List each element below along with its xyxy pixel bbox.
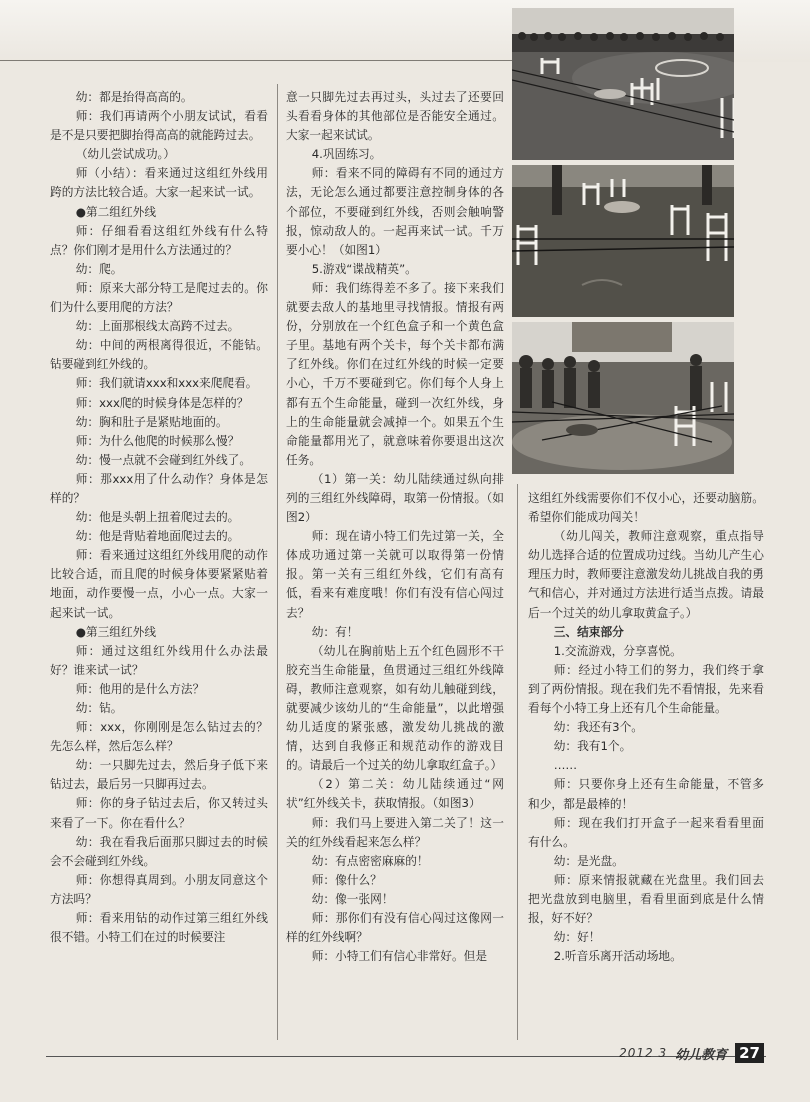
paragraph: 幼：中间的两根离得很近，不能钻。钻要碰到红外线的。 [50,338,268,372]
paragraph: （幼儿在胸前贴上五个红色圆形不干胶充当生命能量，鱼贯通过三组红外线障碍，教师注意观察，如有幼儿触碰到线，就要减少该幼儿的“生命能量”，以此增强幼儿适度的紧张感，激发幼儿挑战的激情，达到自我修正和规范动作的游戏目的。请最后一个过关的幼儿拿取红盒子。） [286,643,504,773]
paragraph: 师：经过小特工们的努力，我们终于拿到了两份情报。现在我们先不看情报，先来看看每个小特工身上还有几个生命能量。 [528,662,764,716]
paragraph: （幼儿闯关，教师注意观察，重点指导幼儿选择合适的位置成功过线。当幼儿产生心理压力时，教师要注意激发幼儿挑战自我的勇气和信心，并对通过方法进行适当点拨。请最后一个过关的幼儿拿取黄盒子。） [528,529,764,620]
column-2 [286,88,504,966]
paragraph: 幼：慢一点就不会碰到红外线了。 [75,452,252,467]
paragraph: …… [553,758,578,773]
paragraph: 师：你的身子钻过去后，你又转过头来看了一下。你在看什么？ [50,796,268,830]
column-divider-1 [277,84,278,1040]
paragraph: 师：看来用钻的动作过第三组红外线很不错。小特工们在过的时候要注 [50,911,268,945]
paragraph: 幼：我在看我后面那只脚过去的时候会不会碰到红外线。 [50,834,268,868]
paragraph: 幼：他是头朝上扭着爬过去的。 [75,510,240,525]
paragraph: 师：看来不同的障碍有不同的通过方法，无论怎么通过都要注意控制身体的各个部位，不要碰到红外线，否则会触响警报，惊动敌人的。一起再来试一试。千万要小心！（如图1） [286,166,504,257]
photo-1 [512,8,734,160]
paragraph: （1）第一关：幼儿陆续通过纵向排列的三组红外线障碍，取第一份情报。（如图2） [286,471,504,525]
paragraph: 幼：是光盘。 [553,853,624,868]
paragraph: 师：xxx，你刚刚是怎么钻过去的？先怎么样，然后怎么样？ [50,720,268,754]
paragraph: 幼：我有1个。 [553,739,632,754]
paragraph: 幼：有点密密麻麻的！ [311,853,429,868]
paragraph: 三、结束部分 [553,624,624,639]
paragraph: （幼儿尝试成功。） [75,147,176,162]
page-number: 27 [735,1043,764,1063]
paragraph: 师：像什么？ [311,872,382,887]
paragraph: 幼：胸和肚子是紧贴地面的。 [75,414,228,429]
paragraph: 师：小特工们有信心非常好。但是 [311,949,488,964]
paragraph: ●第二组红外线 [75,204,157,219]
paragraph: 师：为什么他爬的时候那么慢？ [75,433,240,448]
photo-2 [512,165,734,317]
paragraph: 幼：爬。 [75,261,123,276]
paragraph: 师：那xxx用了什么动作？身体是怎样的？ [50,471,268,505]
paragraph: 5.游戏“谍战精英”。 [311,261,417,276]
paragraph: 2.听音乐离开活动场地。 [553,949,682,964]
paragraph: ●第三组红外线 [75,624,157,639]
paragraph: 师：xxx爬的时候身体是怎样的？ [75,395,249,410]
paragraph: 师：那你们有没有信心闯过这像网一样的红外线啊？ [286,911,504,945]
paragraph: 幼：都是抬得高高的。 [75,90,193,104]
paragraph: 师：我们再请两个小朋友试试，看看是不是只要把脚抬得高高的就能跨过去。 [50,109,268,143]
paragraph: 幼：他是背贴着地面爬过去的。 [75,529,240,544]
paragraph: 师：现在请小特工们先过第一关，全体成功通过第一关就可以取得第一份情报。第一关有三组红外线，它们有高有低，看来有难度哦！你们有没有信心闯过去？ [286,529,504,620]
paragraph: 幼：好！ [553,930,601,945]
paragraph: 师：他用的是什么方法？ [75,681,205,696]
paragraph: 师：现在我们打开盒子一起来看看里面有什么。 [528,815,764,849]
paragraph: 幼：像一张网！ [311,891,394,906]
paragraph: 师：原来情报就藏在光盘里。我们回去把光盘放到电脑里，看看里面到底是什么情报，好不好？ [528,872,764,926]
issue-date: 2012 3 [619,1046,668,1060]
column-3 [528,489,764,966]
paragraph: 4.巩固练习。 [311,147,382,162]
paragraph: 意一只脚先过去再过头，头过去了还要回头看看身体的其他部位是否能安全通过。大家一起来试试。 [286,90,504,143]
paragraph: （2）第二关：幼儿陆续通过“网状”红外线关卡，获取情报。（如图3） [286,777,504,811]
paragraph: 幼：钻。 [75,701,123,715]
paragraph: 师：你想得真周到。小朋友同意这个方法吗？ [50,872,268,906]
paragraph: 1.交流游戏，分享喜悦。 [553,643,682,658]
paragraph: 师（小结）：看来通过这组红外线用跨的方法比较合适。大家一起来试一试。 [50,166,268,200]
paragraph: 师：我们练得差不多了。接下来我们就要去敌人的基地里寻找情报。情报有两份，分别放在一个红色盒子和一个黄色盒子里。基地有两个关卡，每个关卡都布满了红外线。你们在过红外线的时候一定要小心，千万不要碰到它。你们每个人身上都有五个生命能量，碰到一次红外线，身上的生命能量就会减掉一个。如果五个生命能量都用光了，就意味着你要退出这次任务。 [286,280,504,467]
magazine-title: 幼儿教育 [675,1047,728,1063]
paragraph: 师：我们马上要进入第二关了！这一关的红外线看起来怎么样？ [286,815,504,849]
column-divider-2 [517,484,518,1040]
paragraph: 这组红外线需要你们不仅小心，还要动脑筋。希望你们能成功闯关！ [528,491,764,525]
photo-3 [512,322,734,474]
paragraph: 师：仔细看看这组红外线有什么特点？你们刚才是用什么方法通过的？ [50,223,268,257]
paragraph: 师：通过这组红外线用什么办法最好？谁来试一试？ [50,643,268,677]
paragraph: 师：看来通过这组红外线用爬的动作比较合适，而且爬的时候身体要紧紧贴着地面，动作要慢一点，小心一点。大家一起来试一试。 [50,548,268,620]
paragraph: 幼：我还有3个。 [553,720,643,735]
column-1 [50,88,268,947]
paragraph: 幼：一只脚先过去，然后身子低下来钻过去，最后另一只脚再过去。 [50,758,268,792]
paragraph: 师：只要你身上还有生命能量，不管多和少，都是最棒的！ [528,777,764,811]
paragraph: 师：原来大部分特工是爬过去的。你们为什么要用爬的方法？ [50,280,268,315]
paragraph: 师：我们就请xxx和xxx来爬爬看。 [75,376,258,391]
paragraph: 幼：有！ [311,624,359,639]
paragraph: 幼：上面那根线太高跨不过去。 [75,319,240,334]
page-footer [619,1043,764,1063]
